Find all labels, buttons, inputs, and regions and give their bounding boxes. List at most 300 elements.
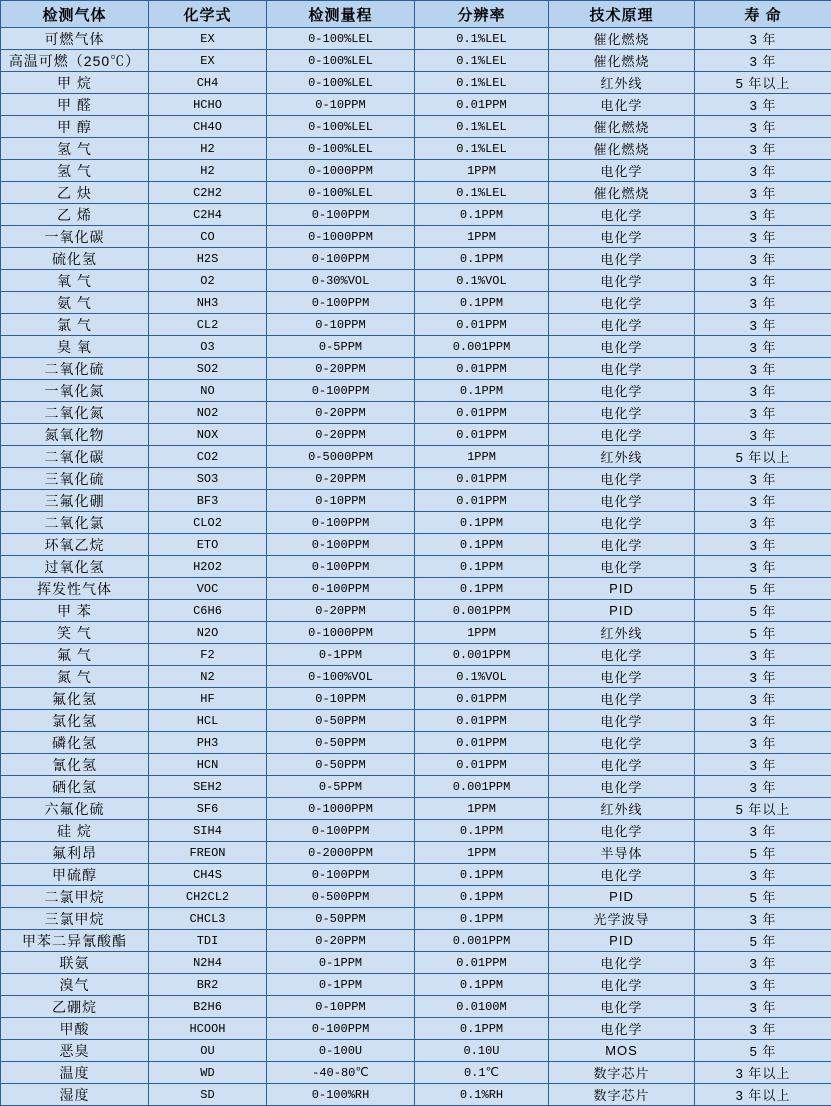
cell-range: 0-50PPM [267,908,415,930]
table-row [1,776,831,798]
table-row [1,974,831,996]
cell-lifetime: 3 年以上 [695,1084,831,1106]
cell-range: 0-1000PPM [267,226,415,248]
cell-resolution: 0.01PPM [415,468,549,490]
cell-gas: 挥发性气体 [1,578,149,600]
table-row [1,864,831,886]
cell-formula: BF3 [149,490,267,512]
cell-formula: CHCL3 [149,908,267,930]
cell-formula: CL2 [149,314,267,336]
cell-gas: 氮 气 [1,666,149,688]
table-row [1,446,831,468]
cell-resolution: 0.1%LEL [415,28,549,50]
cell-gas: 乙 炔 [1,182,149,204]
cell-gas: 氟利昂 [1,842,149,864]
cell-range: 0-500PPM [267,886,415,908]
cell-resolution: 0.01PPM [415,490,549,512]
cell-gas: 一氧化氮 [1,380,149,402]
cell-gas: 硅 烷 [1,820,149,842]
cell-formula: WD [149,1062,267,1084]
cell-technology: 红外线 [549,798,695,820]
cell-formula: SO2 [149,358,267,380]
cell-range: 0-100PPM [267,248,415,270]
cell-technology: 电化学 [549,292,695,314]
table-row [1,688,831,710]
cell-resolution: 0.1PPM [415,556,549,578]
cell-lifetime: 5 年 [695,578,831,600]
cell-range: 0-100PPM [267,578,415,600]
cell-technology: 电化学 [549,996,695,1018]
cell-range: 0-1PPM [267,974,415,996]
cell-gas: 六氟化硫 [1,798,149,820]
cell-resolution: 0.01PPM [415,424,549,446]
cell-gas: 恶臭 [1,1040,149,1062]
cell-lifetime: 3 年 [695,336,831,358]
cell-formula: CH2CL2 [149,886,267,908]
cell-range: 0-100%LEL [267,116,415,138]
cell-lifetime: 3 年 [695,710,831,732]
cell-lifetime: 3 年 [695,270,831,292]
table-row [1,1062,831,1084]
cell-formula: CO2 [149,446,267,468]
cell-range: 0-100PPM [267,204,415,226]
cell-resolution: 0.1PPM [415,820,549,842]
table-row [1,1084,831,1106]
table-row [1,798,831,820]
cell-lifetime: 5 年 [695,842,831,864]
cell-lifetime: 3 年 [695,358,831,380]
cell-resolution: 0.1%LEL [415,72,549,94]
cell-gas: 硫化氢 [1,248,149,270]
cell-formula: FREON [149,842,267,864]
column-header-technology: 技术原理 [549,1,695,28]
cell-lifetime: 3 年 [695,468,831,490]
cell-lifetime: 3 年 [695,402,831,424]
table-row [1,512,831,534]
cell-formula: O2 [149,270,267,292]
cell-formula: C2H4 [149,204,267,226]
cell-resolution: 1PPM [415,226,549,248]
cell-range: 0-100PPM [267,292,415,314]
cell-gas: 氯 气 [1,314,149,336]
cell-resolution: 0.1℃ [415,1062,549,1084]
cell-formula: CH4 [149,72,267,94]
cell-lifetime: 3 年 [695,666,831,688]
cell-range: 0-100U [267,1040,415,1062]
cell-resolution: 1PPM [415,842,549,864]
cell-technology: 电化学 [549,666,695,688]
table-row [1,138,831,160]
cell-range: 0-10PPM [267,314,415,336]
cell-formula: SD [149,1084,267,1106]
cell-formula: CH4O [149,116,267,138]
cell-formula: NO [149,380,267,402]
cell-range: 0-20PPM [267,600,415,622]
cell-gas: 硒化氢 [1,776,149,798]
table-row [1,820,831,842]
cell-technology: 电化学 [549,314,695,336]
cell-formula: H2 [149,138,267,160]
cell-resolution: 0.001PPM [415,336,549,358]
cell-range: 0-5000PPM [267,446,415,468]
cell-lifetime: 5 年 [695,622,831,644]
cell-gas: 可燃气体 [1,28,149,50]
cell-gas: 甲 烷 [1,72,149,94]
table-row [1,182,831,204]
cell-formula: N2H4 [149,952,267,974]
cell-resolution: 0.1PPM [415,292,549,314]
cell-technology: 电化学 [549,1018,695,1040]
cell-technology: 电化学 [549,864,695,886]
table-row [1,622,831,644]
cell-resolution: 0.1PPM [415,864,549,886]
cell-range: 0-100PPM [267,512,415,534]
cell-lifetime: 3 年 [695,292,831,314]
cell-range: 0-1PPM [267,952,415,974]
cell-range: 0-100PPM [267,1018,415,1040]
cell-gas: 甲苯二异氰酸酯 [1,930,149,952]
cell-lifetime: 3 年 [695,864,831,886]
table-row [1,116,831,138]
table-row [1,732,831,754]
cell-gas: 温度 [1,1062,149,1084]
cell-gas: 高温可燃（250℃） [1,50,149,72]
cell-technology: 催化燃烧 [549,138,695,160]
cell-resolution: 0.1%VOL [415,666,549,688]
cell-formula: EX [149,28,267,50]
table-row [1,424,831,446]
cell-range: -40-80℃ [267,1062,415,1084]
cell-formula: N2 [149,666,267,688]
cell-gas: 乙硼烷 [1,996,149,1018]
cell-technology: 电化学 [549,534,695,556]
cell-lifetime: 3 年 [695,94,831,116]
cell-formula: HCOOH [149,1018,267,1040]
column-header-gas: 检测气体 [1,1,149,28]
cell-technology: 电化学 [549,710,695,732]
cell-resolution: 0.1%LEL [415,138,549,160]
table-row [1,204,831,226]
cell-lifetime: 3 年 [695,732,831,754]
table-row [1,996,831,1018]
cell-range: 0-1000PPM [267,622,415,644]
cell-resolution: 0.1PPM [415,380,549,402]
cell-technology: 电化学 [549,248,695,270]
cell-resolution: 0.1PPM [415,886,549,908]
column-header-lifetime: 寿 命 [695,1,831,28]
cell-technology: 光学波导 [549,908,695,930]
cell-resolution: 0.01PPM [415,402,549,424]
cell-range: 0-5PPM [267,336,415,358]
cell-gas: 二氯甲烷 [1,886,149,908]
cell-formula: VOC [149,578,267,600]
cell-gas: 三氟化硼 [1,490,149,512]
cell-range: 0-20PPM [267,468,415,490]
cell-formula: EX [149,50,267,72]
cell-resolution: 1PPM [415,798,549,820]
cell-lifetime: 3 年 [695,226,831,248]
cell-lifetime: 5 年以上 [695,446,831,468]
cell-lifetime: 3 年 [695,1018,831,1040]
cell-resolution: 0.1%VOL [415,270,549,292]
cell-lifetime: 3 年 [695,512,831,534]
cell-resolution: 0.01PPM [415,732,549,754]
table-body [1,28,831,1106]
cell-lifetime: 3 年 [695,776,831,798]
cell-lifetime: 5 年 [695,886,831,908]
cell-formula: O3 [149,336,267,358]
cell-resolution: 0.1%LEL [415,116,549,138]
cell-range: 0-100PPM [267,534,415,556]
cell-formula: NO2 [149,402,267,424]
cell-technology: PID [549,886,695,908]
cell-technology: 催化燃烧 [549,50,695,72]
cell-lifetime: 5 年 [695,1040,831,1062]
cell-technology: 半导体 [549,842,695,864]
cell-technology: 数字芯片 [549,1084,695,1106]
cell-range: 0-100%RH [267,1084,415,1106]
cell-range: 0-100%VOL [267,666,415,688]
cell-formula: PH3 [149,732,267,754]
cell-technology: 电化学 [549,424,695,446]
cell-gas: 二氧化氯 [1,512,149,534]
cell-gas: 二氧化硫 [1,358,149,380]
cell-technology: 电化学 [549,688,695,710]
cell-gas: 二氧化碳 [1,446,149,468]
cell-gas: 三氯甲烷 [1,908,149,930]
cell-technology: 电化学 [549,204,695,226]
column-header-range: 检测量程 [267,1,415,28]
table-header-row [1,1,831,28]
cell-technology: 电化学 [549,776,695,798]
table-row [1,336,831,358]
cell-formula: SEH2 [149,776,267,798]
cell-technology: 电化学 [549,490,695,512]
table-row [1,314,831,336]
cell-gas: 笑 气 [1,622,149,644]
cell-technology: 红外线 [549,446,695,468]
cell-formula: ETO [149,534,267,556]
cell-range: 0-20PPM [267,358,415,380]
cell-technology: MOS [549,1040,695,1062]
cell-technology: 电化学 [549,468,695,490]
cell-lifetime: 3 年 [695,314,831,336]
cell-range: 0-50PPM [267,754,415,776]
cell-gas: 过氧化氢 [1,556,149,578]
cell-gas: 甲 醛 [1,94,149,116]
cell-resolution: 0.1%RH [415,1084,549,1106]
cell-resolution: 0.1PPM [415,534,549,556]
cell-resolution: 0.1PPM [415,204,549,226]
cell-formula: HF [149,688,267,710]
table-row [1,1018,831,1040]
cell-formula: C2H2 [149,182,267,204]
cell-formula: NH3 [149,292,267,314]
cell-lifetime: 5 年 [695,930,831,952]
table-row [1,644,831,666]
table-row [1,952,831,974]
table-row [1,160,831,182]
table-row [1,556,831,578]
cell-technology: 电化学 [549,358,695,380]
cell-lifetime: 5 年以上 [695,72,831,94]
cell-technology: 电化学 [549,402,695,424]
cell-gas: 氯化氢 [1,710,149,732]
cell-gas: 环氧乙烷 [1,534,149,556]
cell-lifetime: 5 年以上 [695,798,831,820]
cell-lifetime: 3 年以上 [695,1062,831,1084]
cell-formula: H2 [149,160,267,182]
table-row [1,754,831,776]
cell-technology: 电化学 [549,226,695,248]
cell-resolution: 0.1PPM [415,1018,549,1040]
cell-lifetime: 3 年 [695,754,831,776]
cell-range: 0-10PPM [267,688,415,710]
cell-formula: HCL [149,710,267,732]
cell-resolution: 0.001PPM [415,930,549,952]
cell-formula: SO3 [149,468,267,490]
cell-resolution: 0.1%LEL [415,182,549,204]
cell-resolution: 0.01PPM [415,952,549,974]
table-row [1,248,831,270]
cell-range: 0-100PPM [267,864,415,886]
cell-technology: 电化学 [549,820,695,842]
cell-lifetime: 3 年 [695,556,831,578]
cell-lifetime: 3 年 [695,160,831,182]
cell-technology: 电化学 [549,952,695,974]
cell-range: 0-10PPM [267,94,415,116]
table-row [1,226,831,248]
cell-gas: 溴气 [1,974,149,996]
cell-gas: 甲 醇 [1,116,149,138]
cell-technology: 电化学 [549,380,695,402]
cell-gas: 甲硫醇 [1,864,149,886]
table-row [1,710,831,732]
table-row [1,1040,831,1062]
cell-range: 0-100PPM [267,380,415,402]
cell-formula: OU [149,1040,267,1062]
cell-resolution: 0.001PPM [415,600,549,622]
cell-lifetime: 3 年 [695,424,831,446]
cell-range: 0-20PPM [267,930,415,952]
cell-lifetime: 3 年 [695,248,831,270]
cell-lifetime: 3 年 [695,380,831,402]
cell-technology: 电化学 [549,336,695,358]
cell-formula: HCN [149,754,267,776]
table-row [1,842,831,864]
cell-range: 0-100%LEL [267,28,415,50]
cell-technology: PID [549,600,695,622]
cell-lifetime: 5 年 [695,600,831,622]
cell-lifetime: 3 年 [695,974,831,996]
cell-range: 0-100%LEL [267,182,415,204]
cell-technology: 电化学 [549,270,695,292]
cell-formula: CH4S [149,864,267,886]
cell-resolution: 0.01PPM [415,358,549,380]
cell-resolution: 1PPM [415,446,549,468]
cell-formula: CO [149,226,267,248]
table-row [1,50,831,72]
cell-gas: 氟化氢 [1,688,149,710]
table-row [1,908,831,930]
cell-range: 0-100%LEL [267,138,415,160]
cell-gas: 联氨 [1,952,149,974]
cell-lifetime: 3 年 [695,490,831,512]
cell-gas: 氟 气 [1,644,149,666]
cell-range: 0-100PPM [267,820,415,842]
table-row [1,72,831,94]
cell-lifetime: 3 年 [695,644,831,666]
cell-technology: PID [549,578,695,600]
cell-resolution: 0.001PPM [415,776,549,798]
cell-lifetime: 3 年 [695,996,831,1018]
cell-range: 0-10PPM [267,996,415,1018]
cell-resolution: 0.1PPM [415,974,549,996]
table-row [1,28,831,50]
cell-formula: B2H6 [149,996,267,1018]
cell-range: 0-20PPM [267,424,415,446]
column-header-formula: 化学式 [149,1,267,28]
table-row [1,886,831,908]
cell-formula: BR2 [149,974,267,996]
cell-technology: 电化学 [549,644,695,666]
cell-technology: 红外线 [549,622,695,644]
cell-resolution: 0.001PPM [415,644,549,666]
cell-gas: 臭 氧 [1,336,149,358]
cell-gas: 氢 气 [1,160,149,182]
table-header [1,1,831,28]
table-row [1,930,831,952]
table-row [1,292,831,314]
cell-range: 0-1000PPM [267,798,415,820]
table-row [1,468,831,490]
cell-resolution: 0.01PPM [415,94,549,116]
table-row [1,380,831,402]
cell-gas: 二氧化氮 [1,402,149,424]
cell-resolution: 0.1PPM [415,248,549,270]
cell-lifetime: 3 年 [695,534,831,556]
table-row [1,490,831,512]
cell-range: 0-100%LEL [267,72,415,94]
cell-resolution: 0.0100M [415,996,549,1018]
cell-resolution: 0.01PPM [415,754,549,776]
cell-resolution: 0.1PPM [415,908,549,930]
cell-technology: 催化燃烧 [549,182,695,204]
cell-formula: NOX [149,424,267,446]
cell-range: 0-100%LEL [267,50,415,72]
table-row [1,600,831,622]
cell-formula: HCHO [149,94,267,116]
cell-range: 0-10PPM [267,490,415,512]
table-row [1,578,831,600]
cell-resolution: 0.1PPM [415,578,549,600]
cell-lifetime: 3 年 [695,820,831,842]
table-row [1,270,831,292]
table-row [1,534,831,556]
cell-technology: 电化学 [549,512,695,534]
cell-gas: 湿度 [1,1084,149,1106]
cell-lifetime: 3 年 [695,28,831,50]
cell-formula: CLO2 [149,512,267,534]
cell-formula: H2O2 [149,556,267,578]
cell-technology: 电化学 [549,94,695,116]
cell-lifetime: 3 年 [695,116,831,138]
cell-formula: TDI [149,930,267,952]
cell-technology: 数字芯片 [549,1062,695,1084]
cell-gas: 磷化氢 [1,732,149,754]
cell-lifetime: 3 年 [695,908,831,930]
cell-resolution: 0.01PPM [415,688,549,710]
